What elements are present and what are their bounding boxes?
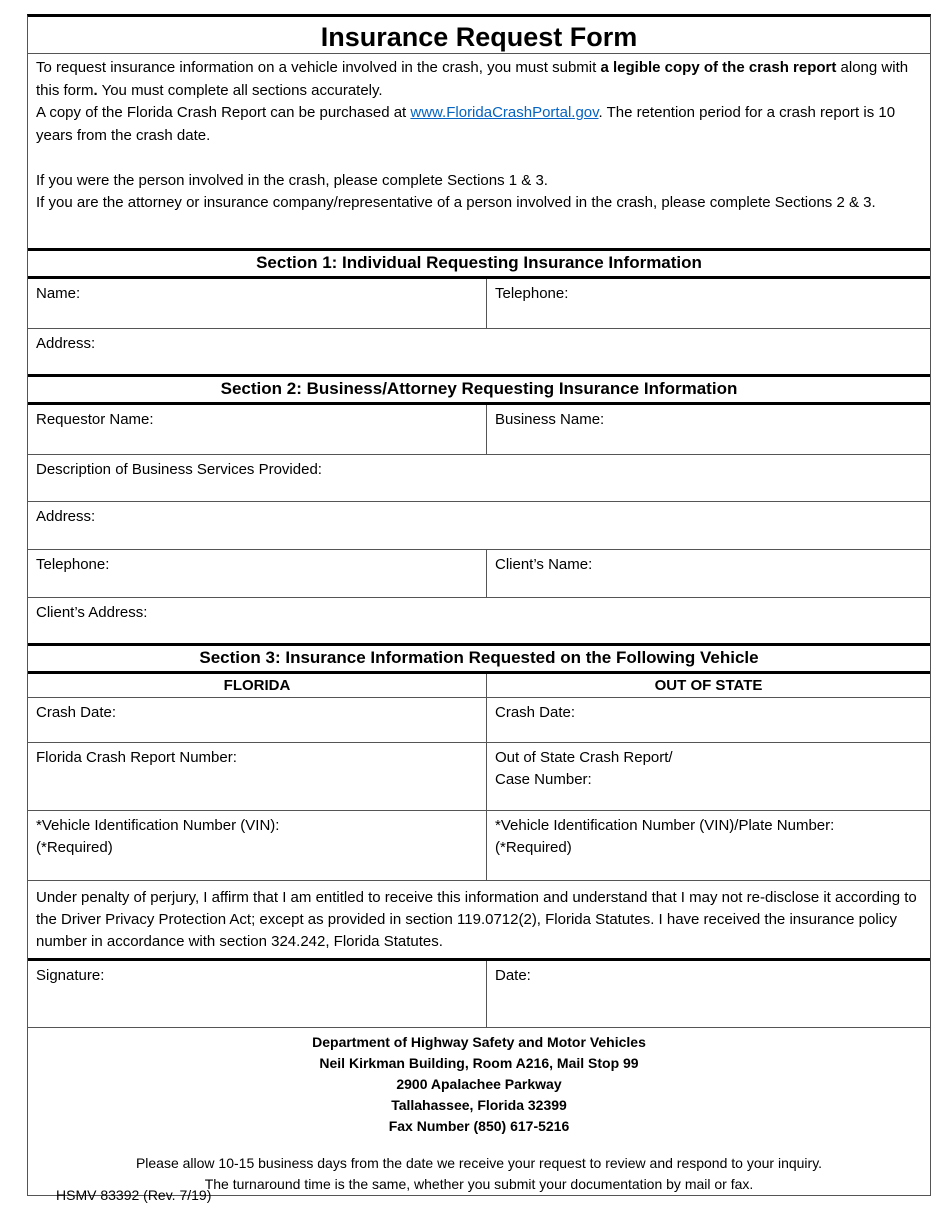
section3-column-headers — [28, 674, 930, 698]
oos-vin-field[interactable] — [487, 811, 930, 880]
footer-note-2: The turnaround time is the same, whether you submit your documentation by mail or fax. — [204, 1176, 754, 1192]
oos-crash-date-field[interactable]: Crash Date: — [495, 704, 576, 721]
section2-row5 — [28, 598, 930, 646]
title-row — [28, 17, 930, 54]
footer — [28, 1028, 930, 1195]
insurance-request-form — [27, 14, 931, 1196]
address-field[interactable]: Address: — [36, 335, 96, 352]
footer-fax: Fax Number (850) 617-5216 — [388, 1118, 570, 1134]
oos-report-label-2: Case Number: — [495, 771, 592, 788]
out-of-state-header: OUT OF STATE — [654, 677, 763, 694]
intro-text-6: If you were the person involved in the crash, please complete Sections 1 & 3. — [36, 171, 548, 189]
affirmation-row — [28, 881, 930, 961]
footer-note-1: Please allow 10-15 business days from the date we receive your request to review and respond to your inquiry. — [135, 1155, 823, 1171]
section1-header: Section 1: Individual Requesting Insurance Information — [256, 253, 702, 272]
intro-text-1: To request insurance information on a vehicle involved in the crash, you must submit — [36, 59, 601, 76]
section3-header-row — [28, 646, 930, 674]
fl-vin-field[interactable] — [28, 811, 487, 880]
intro-text-3: You must complete all sections accurately. — [97, 81, 383, 99]
section3-row2 — [28, 743, 930, 811]
business-description-field[interactable]: Description of Business Services Provided: — [36, 461, 322, 478]
section3-row3 — [28, 811, 930, 881]
footer-row — [28, 1028, 930, 1196]
business-telephone-field[interactable]: Telephone: — [28, 550, 487, 597]
footer-city: Tallahassee, Florida 32399 — [391, 1097, 567, 1113]
intro-text-2: along with this form — [36, 59, 909, 99]
fl-crash-date-field[interactable]: Crash Date: — [28, 698, 487, 742]
business-address-field[interactable]: Address: — [36, 508, 96, 525]
section2-header: Section 2: Business/Attorney Requesting Insurance Information — [220, 379, 738, 398]
intro-period: . — [93, 81, 98, 99]
oos-vin-label: *Vehicle Identification Number (VIN)/Plate Number: — [495, 817, 835, 834]
section1-header-row — [28, 251, 930, 279]
intro-text-5: . The retention period for a crash report is 10 years from the crash date. — [36, 104, 896, 144]
fl-vin-required: (*Required) — [36, 839, 113, 856]
section3-row1 — [28, 698, 930, 743]
page-title: Insurance Request Form — [320, 22, 638, 52]
fl-crash-report-field[interactable]: Florida Crash Report Number: — [28, 743, 487, 810]
florida-header: FLORIDA — [28, 674, 487, 697]
form-number: HSMV 83392 (Rev. 7/19) — [56, 1187, 212, 1203]
signature-row — [28, 961, 930, 1028]
intro-row — [28, 54, 930, 251]
section2-row2 — [28, 455, 930, 502]
section1-row1 — [28, 279, 930, 329]
intro-bold: a legible copy of the crash report — [600, 59, 837, 76]
affirmation-text: Under penalty of perjury, I affirm that I am entitled to receive this information and understand that I may not re-disclose it according to the Driver Privacy Protection Act; except as provided in section 119.0712(2), Florida Statutes. I have received the insurance policy number in accordance with section 324.242, Florida Statutes. — [36, 889, 917, 950]
signature-field[interactable]: Signature: — [28, 961, 487, 1027]
oos-report-label-1: Out of State Crash Report/ — [495, 749, 673, 766]
footer-street: 2900 Apalachee Parkway — [396, 1076, 562, 1092]
client-name-field[interactable]: Client’s Name: — [495, 556, 593, 573]
intro-text-7: If you are the attorney or insurance company/representative of a person involved in the crash, please complete Sections 2 & 3. — [36, 194, 876, 211]
section2-row1 — [28, 405, 930, 455]
section3-header: Section 3: Insurance Information Requested on the Following Vehicle — [199, 648, 759, 667]
section2-header-row — [28, 377, 930, 405]
footer-building: Neil Kirkman Building, Room A216, Mail Stop 99 — [319, 1055, 639, 1071]
section1-row2 — [28, 329, 930, 377]
crash-portal-link[interactable]: www.FloridaCrashPortal.gov — [410, 104, 599, 121]
date-field[interactable]: Date: — [495, 967, 531, 984]
footer-department: Department of Highway Safety and Motor Vehicles — [312, 1034, 646, 1050]
section2-row4 — [28, 550, 930, 598]
oos-vin-required: (*Required) — [495, 839, 572, 856]
requestor-name-field[interactable]: Requestor Name: — [28, 405, 487, 454]
client-address-field[interactable]: Client’s Address: — [36, 604, 148, 621]
fl-vin-label: *Vehicle Identification Number (VIN): — [36, 817, 280, 834]
business-name-field[interactable]: Business Name: — [495, 411, 605, 428]
intro-text-4: A copy of the Florida Crash Report can be purchased at — [36, 104, 411, 121]
name-field[interactable]: Name: — [28, 279, 487, 328]
section2-row3 — [28, 502, 930, 550]
oos-crash-report-field[interactable] — [487, 743, 930, 810]
telephone-field[interactable]: Telephone: — [495, 285, 569, 302]
intro-text — [28, 54, 930, 248]
